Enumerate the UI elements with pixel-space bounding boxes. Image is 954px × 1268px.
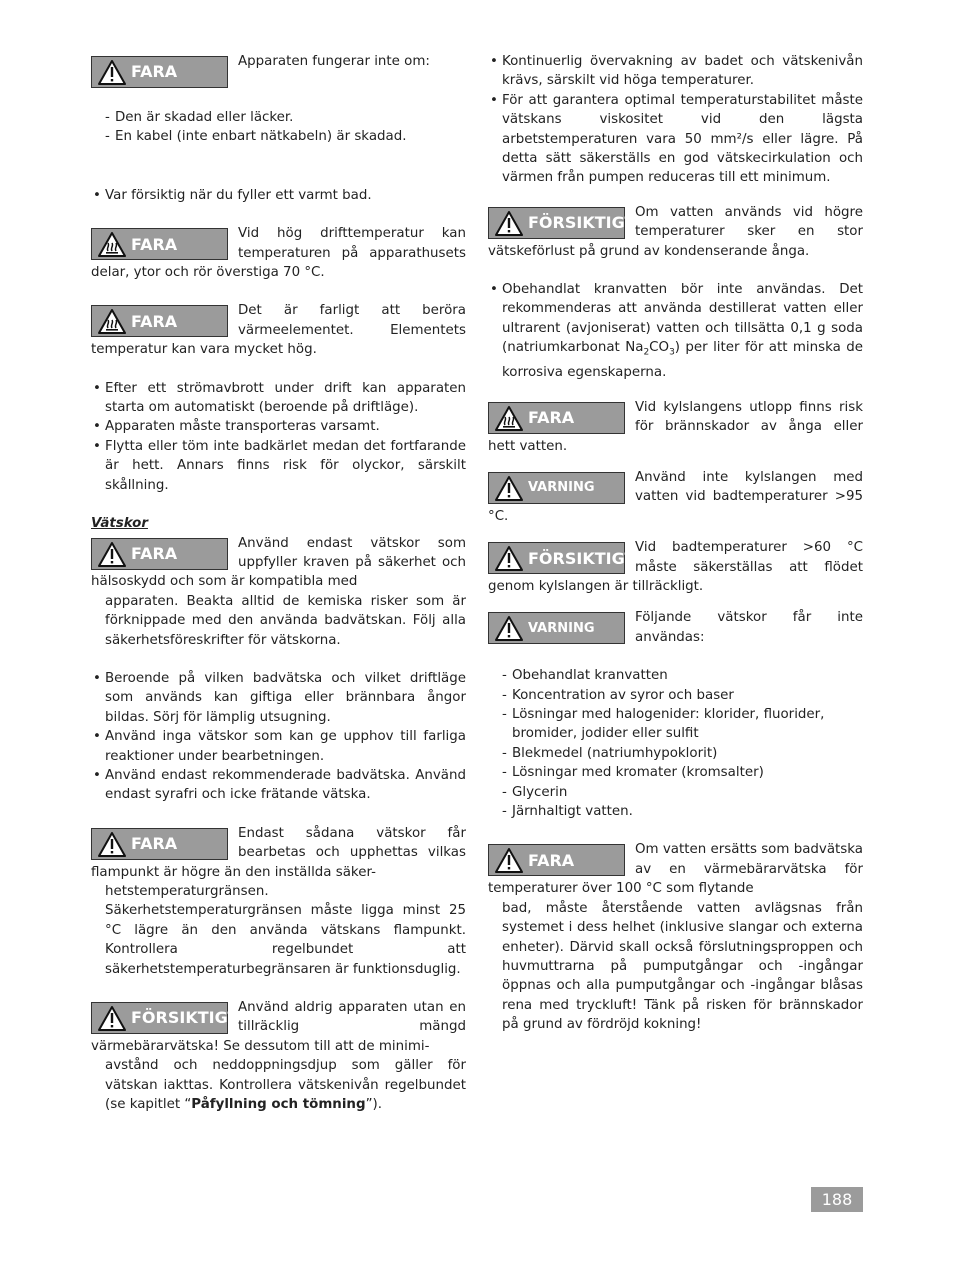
hazard-text: Använd inte kylslangen med vatten vid badtemperaturer >95 °C. xyxy=(488,469,863,524)
hazard-block-device-fault xyxy=(91,52,466,90)
danger-badge: FARA xyxy=(91,828,228,860)
hazard-block-hot-housing xyxy=(91,224,466,282)
hazard-text-continued: avstånd och neddoppningsdjup som gäller för vätskan iakttas. Kontrollera vätskenivån regelbundet (se kapitlet “Påfyllning och tömning”). xyxy=(105,1058,466,1113)
danger-badge: FARA xyxy=(91,56,228,88)
hazard-text: Följande vätskor får inte användas: xyxy=(635,610,863,645)
list-item: • Beroende på vilken badvätska och vilket driftläge som används kan giftiga eller brännbara ångor bildas. Sörj för lämplig utsugning. xyxy=(91,669,466,727)
hazard-text: Använd aldrig apparaten utan en tillräcklig mängd värmebärarvätska! Se dessutom till att de minimi- xyxy=(91,1000,466,1054)
hazard-text-continued: apparaten. Beakta alltid de kemiska risker som är förknippade med den använda badvätskan. Följ alla säkerhetsföreskrifter för vätskorna. xyxy=(105,593,466,648)
hazard-block-fluid-level xyxy=(91,998,466,1056)
right-column xyxy=(488,52,863,1035)
danger-badge: FARA xyxy=(91,305,228,337)
chapter-reference: Påfyllning och tömning xyxy=(191,1097,366,1113)
hot-surface-icon xyxy=(98,231,126,257)
hazard-block-cooling-flow xyxy=(488,538,863,596)
list-item: - Lösningar med halogenider: klorider, fluorider, bromider, jodider eller sulfit xyxy=(502,705,863,744)
hazard-block-water-evaporation xyxy=(488,203,863,261)
list-item: • Kontinuerlig övervakning av badet och vätskenivån krävs, särskilt vid höga temperaturer. xyxy=(488,52,863,91)
list-item: • Använd inga vätskor som kan ge upphov till farliga reaktioner under bearbetningen. xyxy=(91,727,466,766)
danger-badge: FARA xyxy=(91,228,228,260)
warning-triangle-icon xyxy=(98,1005,126,1031)
hazard-text-continued: bad, måste återstående vatten avlägsnas från systemet i dess helhet (inklusive slangar och externa enheter). Därvid skall också förslutningsproppen och huvmuttrarna på pumputgångar och -ingångar öppnas och alla pumputgångar och -ingångar blåsas rena med tryckluft! Tänk på risken för brännskador på grund av fördröjd kokning! xyxy=(502,900,863,1033)
hazard-text: Om vatten ersätts som badvätska av en värmebärarvätska för temperaturer över 100 °C som flytande xyxy=(488,842,863,897)
hazard-block-forbidden-fluids xyxy=(488,608,863,647)
hazard-text-continued: hetstemperaturgränsen. Säkerhetstemperaturgränsen måste ligga minst 25 °C lägre än den använda vätskans flampunkt. Kontrollera regelbundet att säkerhetstemperaturbegränsaren är funktionsduglig. xyxy=(105,884,466,977)
danger-badge: FARA xyxy=(91,538,228,570)
bullet-list-general xyxy=(91,379,466,495)
hazard-block-cooling-outlet xyxy=(488,398,863,456)
list-item: - Lösningar med kromater (kromsalter) xyxy=(502,763,863,782)
hot-surface-icon xyxy=(98,308,126,334)
list-item: • Apparaten måste transporteras varsamt. xyxy=(91,417,466,436)
hazard-text: Använd endast vätskor som uppfyller kraven på säkerhet och hälsoskydd och som är kompatibla med xyxy=(91,535,466,590)
hazard-text: Endast sådana vätskor får bearbetas och upphettas vilkas flampunkt är högre än den inställda säker- xyxy=(91,825,466,880)
list-item: - Blekmedel (natriumhypoklorit) xyxy=(502,744,863,763)
warning-triangle-icon xyxy=(495,847,523,873)
list-item: • Flytta eller töm inte badkärlet medan det fortfarande är hett. Annars finns risk för olyckor, särskilt skållning. xyxy=(91,437,466,495)
bullet-list-fluids xyxy=(91,669,466,805)
bullet-list-water xyxy=(488,280,863,383)
list-item: - Järnhaltigt vatten. xyxy=(502,802,863,821)
list-item: - Glycerin xyxy=(502,783,863,802)
list-item: • Var försiktig när du fyller ett varmt bad. xyxy=(91,186,466,205)
hazard-block-water-replacement xyxy=(488,840,863,898)
hazard-block-cooling-temp xyxy=(488,468,863,526)
hot-surface-icon xyxy=(495,405,523,431)
list-item: • Efter ett strömavbrott under drift kan apparaten starta om automatiskt (beroende på driftläge). xyxy=(91,379,466,418)
forbidden-fluids-list xyxy=(488,666,863,821)
list-item: - Koncentration av syror och baser xyxy=(502,686,863,705)
warning-triangle-icon xyxy=(98,541,126,567)
warning-triangle-icon xyxy=(495,545,523,571)
hazard-text: Om vatten används vid högre temperaturer sker en stor vätskeförlust på grund av kondenserande ånga. xyxy=(488,204,863,259)
warning-triangle-icon xyxy=(495,210,523,236)
fault-conditions-list xyxy=(91,108,466,147)
danger-badge: FARA xyxy=(488,844,625,876)
bullet-list-filling xyxy=(91,186,466,205)
hazard-block-fluid-requirements xyxy=(91,534,466,592)
list-item: • Använd endast rekommenderade badvätska. Använd endast syrafri och icke frätande vätska. xyxy=(91,766,466,805)
warning-badge: VARNING xyxy=(488,472,625,504)
page-number: 188 xyxy=(811,1187,863,1212)
caution-badge: FÖRSIKTIGT xyxy=(488,542,625,574)
warning-triangle-icon xyxy=(98,59,126,85)
hazard-text: Det är farligt att beröra värmeelementet. Elementets temperatur kan vara mycket hög. xyxy=(91,303,466,358)
hazard-block-flashpoint xyxy=(91,824,466,882)
hazard-text: Vid kylslangens utlopp finns risk för brännskador av ånga eller hett vatten. xyxy=(488,399,863,454)
list-item: • För att garantera optimal temperaturstabilitet måste vätskans viskositet vid den lägsta arbetstemperaturen vara 50 mm²/s eller lägre. På detta sätt säkerställs en god vätskecirkulation och värmen från pumpen reduceras till ett minimum. xyxy=(488,91,863,188)
caution-badge: FÖRSIKTIGT xyxy=(91,1002,228,1034)
list-item: • Obehandlat kranvatten bör inte användas. Det rekommenderas att använda destillerat vatten eller ultrarent (avjoniserat) vatten och tillsätta 0,1 g soda (natriumkarbonat $Na_2CO_3$) per liter för att minska de korrosiva egenskaperna. xyxy=(488,280,863,383)
warning-badge: VARNING xyxy=(488,612,625,644)
hazard-block-heating-element xyxy=(91,301,466,359)
section-title: Vätskor xyxy=(91,516,148,532)
list-item: - En kabel (inte enbart nätkabeln) är skadad. xyxy=(105,127,466,146)
warning-triangle-icon xyxy=(495,475,523,501)
warning-triangle-icon xyxy=(98,831,126,857)
hazard-text: Apparaten fungerar inte om: xyxy=(238,54,430,69)
danger-badge: FARA xyxy=(488,402,625,434)
list-item: - Den är skadad eller läcker. xyxy=(105,108,466,127)
caution-badge: FÖRSIKTIGT xyxy=(488,207,625,239)
warning-triangle-icon xyxy=(495,615,523,641)
left-column xyxy=(91,52,466,1114)
hazard-text: Vid hög drifttemperatur kan temperaturen på apparathusets delar, ytor och rör överstiga 70 °C. xyxy=(91,226,466,281)
hazard-text: Vid badtemperaturer >60 °C måste säkerställas att flödet genom kylslangen är tillräckligt. xyxy=(488,540,863,595)
bullet-list-monitoring xyxy=(488,52,863,188)
list-item: - Obehandlat kranvatten xyxy=(502,666,863,685)
